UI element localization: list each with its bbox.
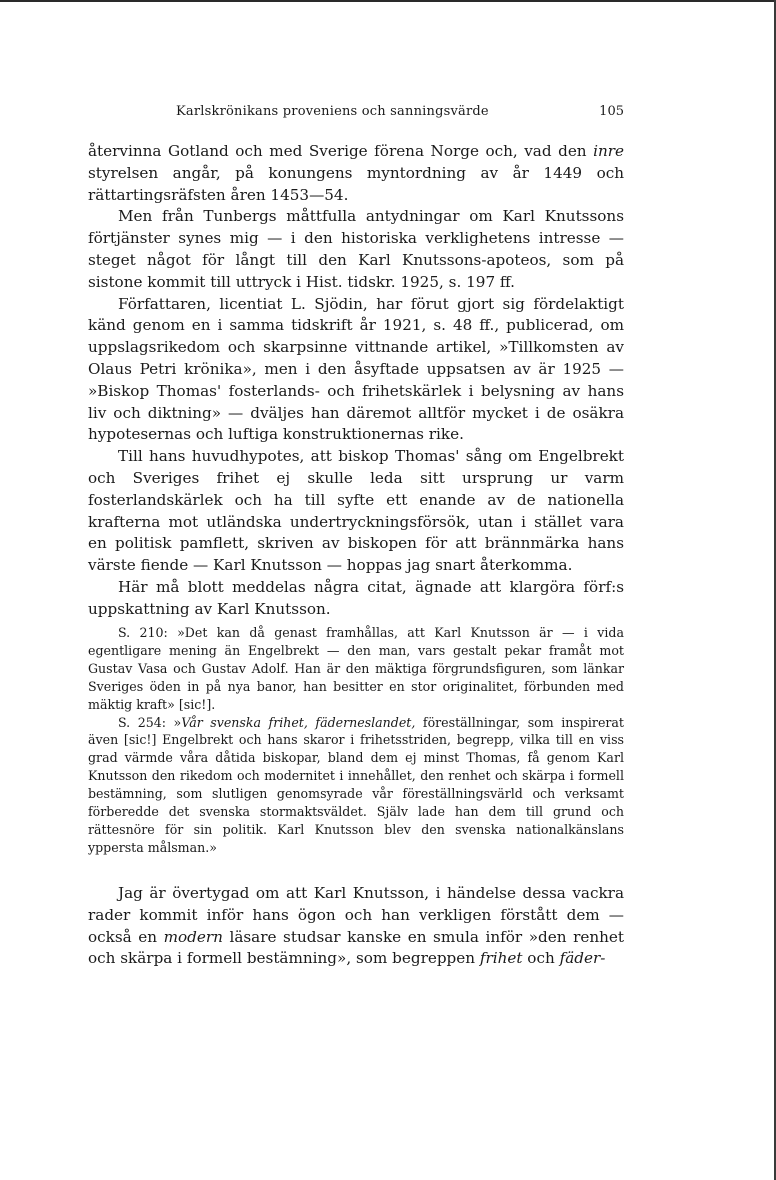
paragraph-4: Till hans huvudhypotes, att biskop Thomas' sång om Engelbrekt och Sveriges frihet ej skulle leda sitt ursprung ur varm fosterlandskärlek och ha till syfte ett enande av de nationella krafterna mot utländska undertryckningsförsök, utan i stället vara en politisk pamflett, skriven av biskopen för att brännmärka hans värste fiende — Karl Knutsson — hoppas jag snart återkomma. [88, 447, 624, 575]
closing-text [88, 883, 624, 970]
paragraph-1-end: styrelsen angår, på konungens myntordning av år 1449 och rättartingsräfsten åren 1453—54. [88, 163, 624, 204]
closing-paragraph [88, 883, 624, 970]
closing-part-c: och [522, 949, 560, 968]
paragraph-3: Författaren, licentiat L. Sjödin, har förut gjort sig fördelaktigt känd genom en i samma tidskrift år 1921, s. 48 ff., publicerad, om uppslagsrikedom och skarpsinne vittnande artikel, »Tillkomsten av Olaus Petri krönika», men i den åsyftade uppsatsen av är 1925 — »Biskop Thomas' fosterlands- och frihetskärlek i belysning av hans liv och diktning» — dväljes han däremot alltför mycket i de osäkra hypotesernas och luftiga konstruktionernas rike. [88, 294, 624, 444]
paragraph-1 [88, 141, 624, 206]
paragraph-2: Men från Tunbergs måttfulla antydningar om Karl Knutssons förtjänster synes mig — i den historiska verklighetens intresse — steget något för långt till den Karl Knutssons-apoteos, som på sistone kommit till uttryck i Hist. tidskr. 1925, s. 197 ff. [88, 207, 624, 291]
quotation-2-italic: Vår svenska frihet, fäderneslandet, [181, 714, 416, 730]
quotation-2-start: S. 254: » [118, 714, 182, 730]
quotation-2-end: föreställningar, som inspirerat även [sic!] Engelbrekt och hans skaror i frihetsstriden, begrepp, vilka till en viss grad värmde våra dåtida biskopar, bland dem ej minst Thomas, få genom Karl Knutsson den rikedom och modernitet i innehållet, den renhet och skärpa i formell bestämning, som slutligen genomsyrade vår föreställningsvärld och verksamt förberedde det svenska stormaktsväldet. Själv lade han dem till grund och rättesnöre för sin politik. Karl Knutsson blev den svenska nationalkänslans yppersta målsman.» [88, 714, 624, 855]
closing-part-a: Jag är övertygad om att Karl Knutsson, i händelse dessa vackra rader kommit inför hans ögon och han verkligen förstått dem — också en [88, 884, 624, 946]
closing-italic-modern: modern [163, 927, 223, 946]
main-text [88, 141, 624, 621]
running-title: Karlskrönikans proveniens och sanningsvärde [176, 104, 489, 119]
closing-italic-fader: fäder- [559, 949, 606, 968]
running-head [88, 104, 624, 124]
quotation-block [88, 624, 624, 857]
paragraph-1-italic: inre [593, 142, 624, 160]
quotation-1: S. 210: »Det kan då genast framhållas, att Karl Knutsson är — i vida egentligare mening än Engelbrekt — den man, vars gestalt pekar framåt mot Gustav Vasa och Gustav Adolf. Han är den mäktiga förgrundsfiguren, som länkar Sveriges öden in på nya banor, han besitter en stor originalitet, förbunden med mäktig kraft» [sic!]. [88, 625, 624, 712]
paragraph-1-start: återvinna Gotland och med Sverige förena Norge och, vad den [88, 142, 594, 160]
closing-part-b: läsare studsar kanske en smula inför »den renhet och skärpa i formell bestämning», som begreppen [88, 927, 624, 968]
page-number: 105 [599, 104, 624, 119]
page-edge-top [0, 0, 776, 2]
closing-italic-frihet: frihet [479, 949, 523, 968]
quotation-2 [88, 714, 624, 857]
paragraph-5: Här må blott meddelas några citat, ägnade att klargöra förf:s uppskattning av Karl Knutsson. [88, 577, 624, 618]
